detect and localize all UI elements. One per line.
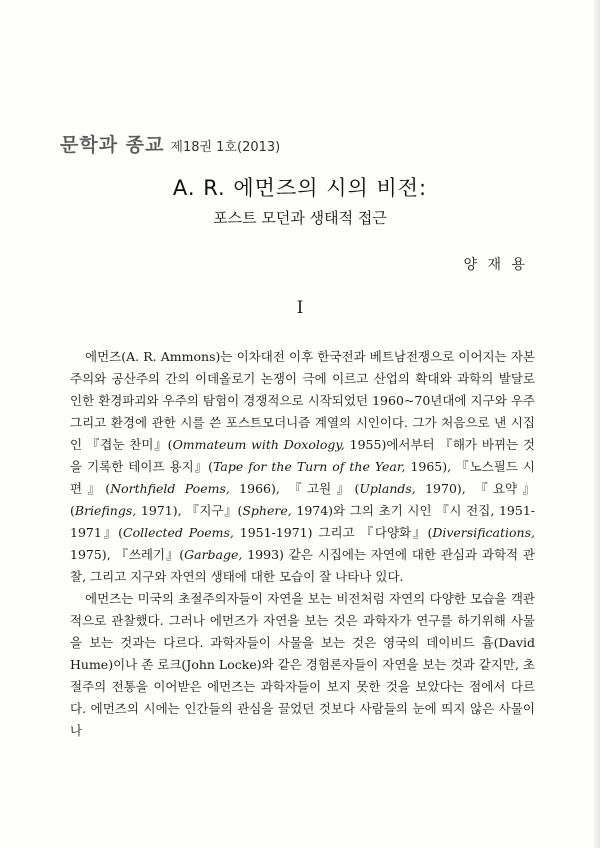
journal-header [60,130,280,157]
article-title: A. R. 에먼즈의 시의 비전: [172,176,428,200]
journal-issue: 제18권 1호(2013) [170,140,281,155]
scan-edge [594,0,600,848]
journal-logo: 문학과 종교 [60,134,165,156]
paragraph-1: 에먼즈(A. R. Ammons)는 이차대전 이후 한국전과 베트남전쟁으로 이어지는 자본주의와 공산주의 간의 이데올로기 논쟁이 극에 이르고 산업의 확대와 과학의 발달로 인한 환경파괴와 우주의 탐험이 경쟁적으로 시작되었던 1960~70년대에 지구와 우주 그리고 환경에 관한 시를 쓴 포스트모더니즘 계열의 시인이다. 그가 처음으로 낸 시집인 『겹눈 찬미』(Ommateum with Doxology, 1955)에서부터 『해가 바뀌는 것을 기록한 테이프 용지』(Tape for the Turn of the Year, 1965), 『노스필드 시편』(Northfield Poems, 1966), 『고원』(Uplands, 1970), 『요약』(Briefings, 1971), 『지구』(Sphere, 1974)와 그의 초기 시인 『시 전집, 1951-1971』(Collected Poems, 1951-1971) 그리고 『다양화』(Diversifications, 1975), 『쓰레기』(Garbage, 1993) 같은 시집에는 자연에 대한 관심과 과학적 관찰, 그리고 지구와 자연의 생태에 대한 모습이 잘 나타나 있다. [70,349,536,584]
section-number: I [296,298,304,318]
article-subtitle: 포스트 모던과 생태적 접근 [213,209,387,227]
paragraph-2: 에먼즈는 미국의 초절주의자들이 자연을 보는 비전처럼 자연의 다양한 모습을 객관적으로 관찰했다. 그러나 에먼즈가 자연을 보는 것은 과학자가 연구를 하기위해 사물을 보는 것과는 다르다. 과학자들이 사물을 보는 것은 영국의 데이비드 흄(David Hume)이나 존 로크(John Locke)와 같은 경험론자들이 자연을 보는 것과 같지만, 초절주의 전통을 이어받은 에먼즈는 과학자들이 보지 못한 것을 보았다는 점에서 다르다. 에먼즈의 시에는 인간들의 관심을 끌었던 것보다 사람들의 눈에 띄지 않은 사물이나 [70,591,535,738]
body-text [70,346,535,742]
author-name: 양 재 용 [463,257,528,273]
